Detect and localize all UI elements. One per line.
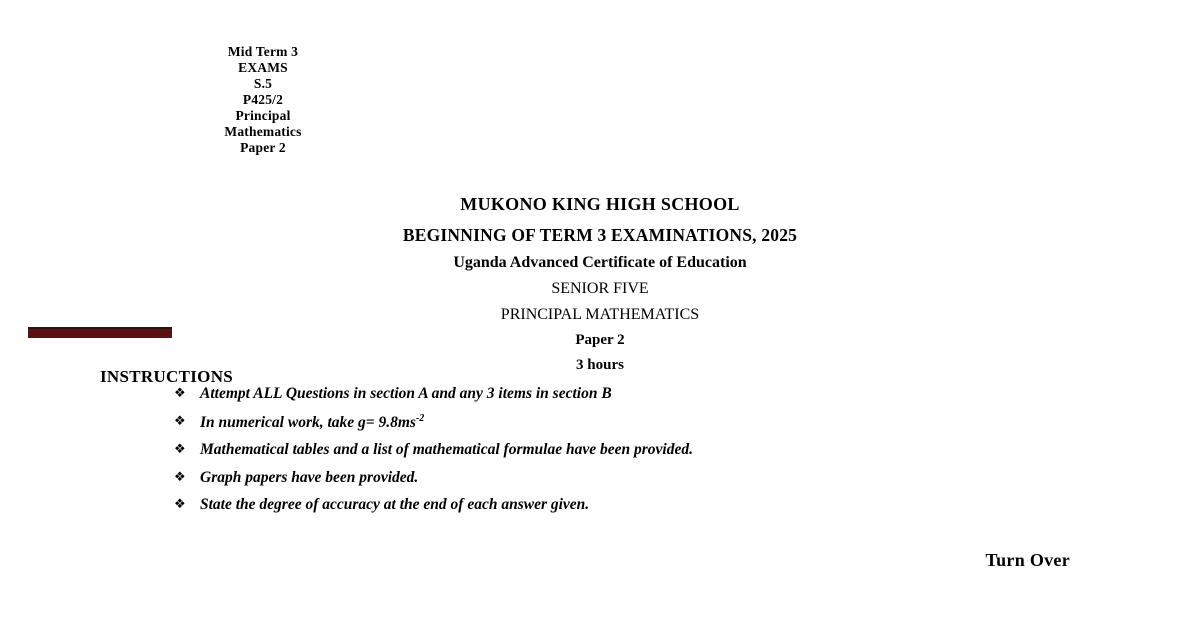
corner-line-mathematics: Mathematics bbox=[224, 123, 302, 139]
instructions-list bbox=[170, 386, 1120, 525]
list-item bbox=[170, 442, 1120, 470]
instruction-text: Mathematical tables and a list of mathematical formulae have been provided. bbox=[200, 441, 693, 459]
paper-label: Paper 2 bbox=[575, 331, 625, 348]
decorative-rule bbox=[28, 327, 172, 338]
class-level: SENIOR FIVE bbox=[551, 279, 649, 297]
duration-label: 3 hours bbox=[576, 356, 624, 373]
instruction-text: In numerical work, take g= 9.8ms bbox=[200, 413, 416, 431]
instruction-text: State the degree of accuracy at the end of each answer given. bbox=[200, 496, 590, 514]
instruction-text: Graph papers have been provided. bbox=[200, 468, 419, 486]
diamond-bullet-icon: ❖ bbox=[174, 385, 186, 400]
exam-code-block bbox=[198, 44, 328, 155]
instructions-title: INSTRUCTIONS bbox=[100, 367, 234, 386]
list-item bbox=[170, 497, 1120, 525]
school-name: MUKONO KING HIGH SCHOOL bbox=[460, 194, 740, 214]
diamond-bullet-icon: ❖ bbox=[174, 468, 186, 484]
subject-name: PRINCIPAL MATHEMATICS bbox=[500, 305, 700, 323]
list-item bbox=[170, 386, 1120, 414]
corner-line-paper-number: Paper 2 bbox=[240, 139, 286, 155]
list-item bbox=[170, 470, 1120, 498]
corner-line-paper-code: P425/2 bbox=[242, 91, 284, 107]
corner-line-mid-term: Mid Term 3 bbox=[227, 44, 299, 59]
corner-line-principal: Principal bbox=[235, 107, 291, 123]
diamond-bullet-icon: ❖ bbox=[174, 441, 186, 457]
exam-heading bbox=[0, 195, 1200, 373]
exam-title: BEGINNING OF TERM 3 EXAMINATIONS, 2025 bbox=[402, 225, 798, 245]
turn-over-label: Turn Over bbox=[985, 550, 1070, 570]
diamond-bullet-icon: ❖ bbox=[174, 412, 186, 428]
diamond-bullet-icon: ❖ bbox=[174, 496, 186, 512]
certificate-name: Uganda Advanced Certificate of Education bbox=[453, 253, 747, 271]
list-item bbox=[170, 414, 1120, 443]
instruction-text: Attempt ALL Questions in section A and any 3 items in section B bbox=[200, 385, 612, 402]
corner-line-exams: EXAMS bbox=[238, 59, 288, 75]
corner-line-class: S.5 bbox=[253, 75, 273, 91]
instruction-superscript: -2 bbox=[415, 412, 425, 424]
